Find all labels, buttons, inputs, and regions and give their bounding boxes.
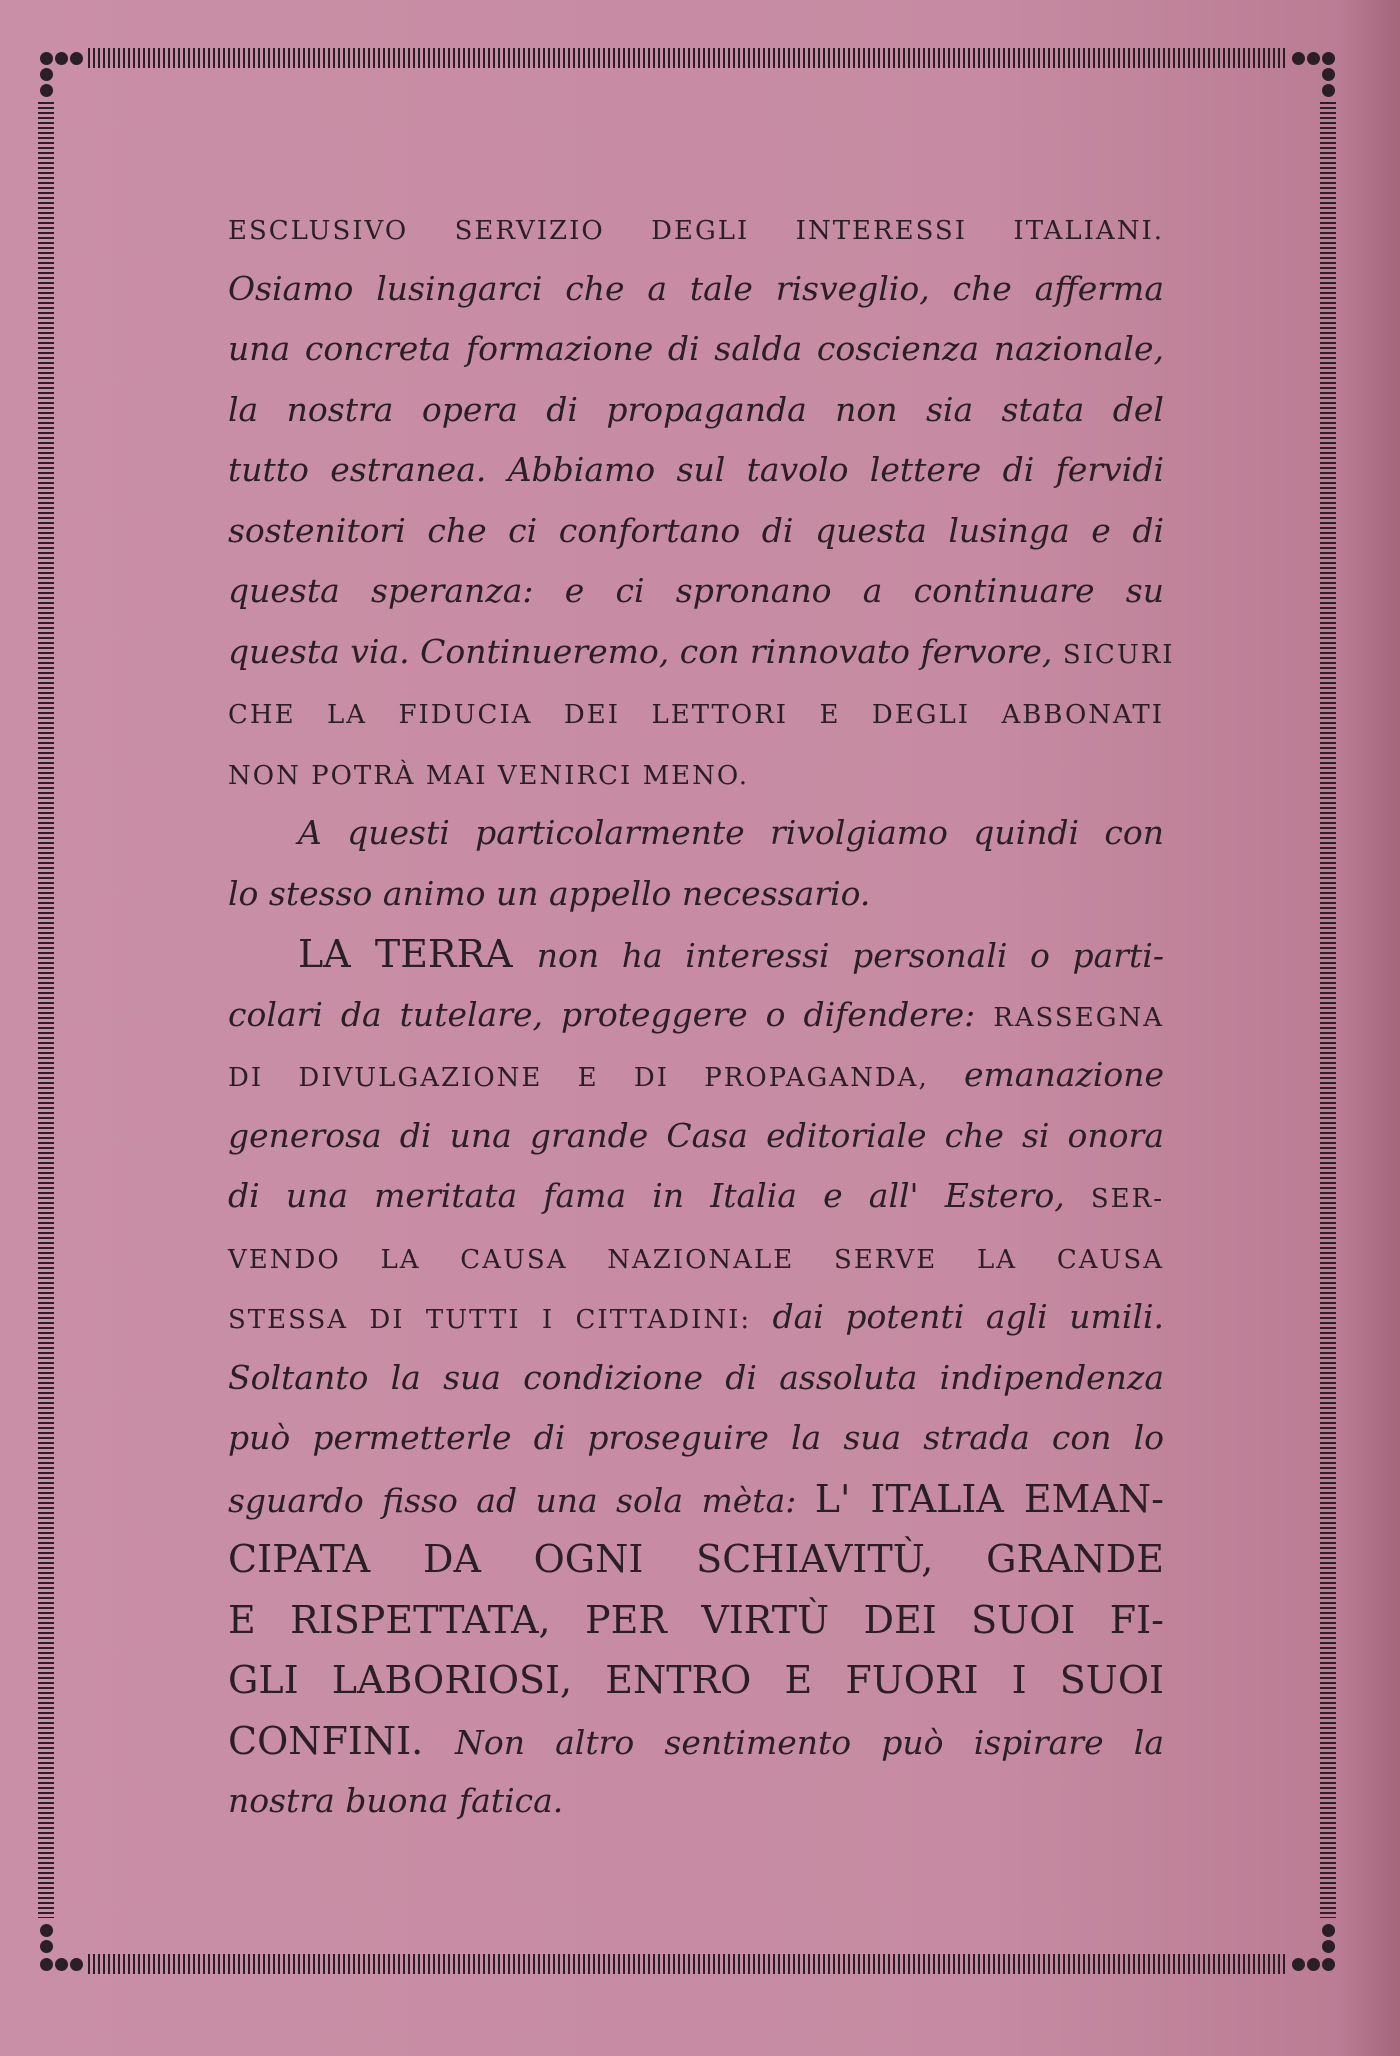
border-dot	[70, 52, 83, 65]
text-line	[228, 924, 1164, 985]
text-segment: DI DIVULGAZIONE E DI PROPAGANDA,	[228, 1063, 964, 1093]
text-line	[228, 1650, 1164, 1711]
text-segment: Osiamo lusingarci che a tale risveglio, che afferma	[228, 268, 1164, 308]
text-segment: RASSEGNA	[993, 1002, 1164, 1033]
border-right-rule	[1320, 102, 1336, 1918]
border-dot	[40, 84, 53, 97]
text-segment: sguardo fisso ad una sola mèta:	[228, 1480, 815, 1520]
border-dot	[1322, 84, 1335, 97]
border-dot	[1307, 52, 1320, 65]
border-dot	[55, 1958, 68, 1971]
text-segment: LA TERRA	[298, 932, 537, 976]
text-segment: generosa di una grande Casa editoriale che si onora	[228, 1115, 1164, 1155]
text-line	[228, 1469, 1164, 1530]
border-dot	[55, 52, 68, 65]
text-segment: questa speranza: e ci spronano a continuare su	[228, 571, 1164, 610]
border-dot	[1322, 1924, 1335, 1937]
border-dot	[70, 1958, 83, 1971]
border-dot	[40, 68, 53, 81]
text-segment: L' ITALIA EMAN-	[814, 1476, 1165, 1521]
text-segment: colari da tutelare, proteggere o difendere:	[228, 994, 994, 1034]
text-line	[228, 440, 1164, 501]
border-dot	[1322, 52, 1335, 65]
text-line	[228, 1106, 1164, 1167]
text-line	[228, 803, 1164, 864]
border-dot	[1307, 1958, 1320, 1971]
text-segment: GLI LABORIOSI, ENTRO E FUORI I SUOI	[228, 1658, 1164, 1702]
text-segment: nostra buona fatica.	[228, 1781, 564, 1820]
text-line	[228, 380, 1164, 441]
text-segment: ESCLUSIVO SERVIZIO DEGLI INTERESSI ITALIANI.	[228, 216, 1164, 246]
text-line	[228, 1348, 1164, 1409]
text-segment: lo stesso animo un appello necessario.	[228, 873, 871, 913]
text-line	[228, 622, 1175, 683]
text-segment: sostenitori che ci confortano di questa lusinga e di	[228, 510, 1164, 550]
text-segment: SER-	[1090, 1184, 1164, 1214]
text-line	[228, 1045, 1164, 1106]
text-segment: Soltanto la sua condizione di assoluta indipendenza	[228, 1357, 1164, 1397]
border-bottom-rule	[88, 1954, 1286, 1974]
text-line	[228, 864, 1164, 925]
text-segment: VENDO LA CAUSA NAZIONALE SERVE LA CAUSA	[228, 1244, 1164, 1275]
text-line	[228, 561, 1164, 622]
text-segment: STESSA DI TUTTI I CITTADINI:	[228, 1305, 773, 1335]
border-top-rule	[88, 48, 1286, 68]
text-segment: E RISPETTATA, PER VIRTÙ DEI SUOI FI-	[228, 1597, 1164, 1642]
border-dot	[1322, 1958, 1335, 1971]
text-segment: tutto estranea. Abbiamo sul tavolo lettere di fervidi	[228, 450, 1164, 489]
border-dot	[1292, 52, 1305, 65]
border-dot	[40, 1940, 53, 1953]
body-text	[228, 198, 1175, 1832]
border-dot	[1292, 1958, 1305, 1971]
text-segment: emanazione	[963, 1055, 1164, 1094]
text-line	[228, 1408, 1164, 1469]
border-dot	[40, 1958, 53, 1971]
text-line	[228, 682, 1164, 743]
page-edge-shadow	[1340, 0, 1400, 2056]
text-segment: NON POTRÀ MAI VENIRCI MENO.	[228, 760, 749, 791]
text-segment: CHE LA FIDUCIA DEI LETTORI E DEGLI ABBONATI	[228, 700, 1164, 730]
text-line	[228, 501, 1164, 562]
border-dot	[1322, 68, 1335, 81]
text-line	[228, 319, 1164, 380]
text-segment: CONFINI.	[228, 1718, 455, 1763]
text-line	[228, 743, 1164, 804]
text-line	[228, 1711, 1164, 1772]
text-segment: la nostra opera di propaganda non sia stata del	[228, 389, 1164, 429]
text-segment: questa via. Continueremo, con rinnovato fervore,	[228, 631, 1063, 671]
text-line	[228, 259, 1164, 320]
text-segment: può permetterle di proseguire la sua strada con lo	[228, 1418, 1164, 1457]
text-segment: di una meritata fama in Italia e all' Estero,	[228, 1176, 1091, 1215]
border-dot	[1322, 1940, 1335, 1953]
border-dot	[40, 1924, 53, 1937]
border-dot	[40, 52, 53, 65]
text-segment: una concreta formazione di salda coscienza nazionale,	[228, 329, 1164, 368]
text-line	[228, 1529, 1164, 1590]
text-line	[228, 1166, 1164, 1227]
border-left-rule	[38, 102, 54, 1918]
text-segment: A questi particolarmente rivolgiamo quindi con	[298, 813, 1164, 852]
text-segment: SICURI	[1062, 639, 1175, 670]
text-segment: non ha interessi personali o parti-	[536, 936, 1164, 975]
text-line	[228, 198, 1164, 259]
text-segment: CIPATA DA OGNI SCHIAVITÙ, GRANDE	[228, 1537, 1164, 1581]
text-line	[228, 1287, 1164, 1348]
text-line	[228, 1771, 1164, 1832]
text-line	[228, 1590, 1164, 1651]
text-segment: Non altro sentimento può ispirare la	[454, 1722, 1164, 1762]
text-segment: dai potenti agli umili.	[772, 1297, 1164, 1336]
text-line	[228, 1227, 1164, 1288]
text-line	[228, 985, 1164, 1046]
